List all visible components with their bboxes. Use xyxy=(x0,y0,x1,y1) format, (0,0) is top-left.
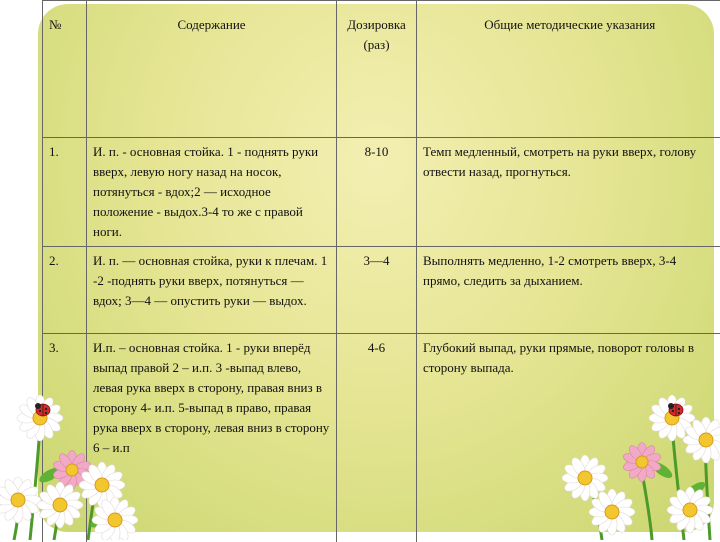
row-dosage: 8-10 xyxy=(337,138,417,247)
row-notes: Темп медленный, смотреть на руки вверх, голову отвести назад, прогнуться. xyxy=(417,138,720,247)
header-content: Содержание xyxy=(87,1,337,138)
row-number: 3. xyxy=(43,334,87,542)
row-content: И. п. — основная стойка, руки к плечам. 1 -2 -поднять руки вверх, потянуться — вдох; 3—4 — опустить руки — выдох. xyxy=(87,247,337,334)
daisy-icon xyxy=(0,477,41,523)
table-row xyxy=(43,138,720,247)
row-notes: Выполнять медленно, 1-2 смотреть вверх, 3-4 прямо, следить за дыханием. xyxy=(417,247,720,334)
row-dosage: 3—4 xyxy=(337,247,417,334)
header-notes: Общие методические указания xyxy=(417,1,720,138)
header-dosage: Дозировка (раз) xyxy=(337,1,417,138)
row-dosage: 4-6 xyxy=(337,334,417,542)
row-number: 2. xyxy=(43,247,87,334)
header-number: № xyxy=(43,1,87,138)
exercise-table xyxy=(42,0,720,542)
table-header-row xyxy=(43,1,720,138)
row-notes: Глубокий выпад, руки прямые, поворот головы в сторону выпада. xyxy=(417,334,720,542)
row-number: 1. xyxy=(43,138,87,247)
row-content: И. п. - основная стойка. 1 - поднять руки вверх, левую ногу назад на носок, потянуться - вдох;2 — исходное положение - выдох.3-4 то же с правой ноги. xyxy=(87,138,337,247)
table-row xyxy=(43,334,720,542)
table-row xyxy=(43,247,720,334)
row-content: И.п. – основная стойка. 1 - руки вперёд выпад правой 2 – и.п. 3 -выпад влево, левая рука вверх в сторону, правая вниз в сторону 4- и.п. 5-выпад в право, правая рука вверх в сторону, левая вниз в сторону 6 – и.п xyxy=(87,334,337,542)
